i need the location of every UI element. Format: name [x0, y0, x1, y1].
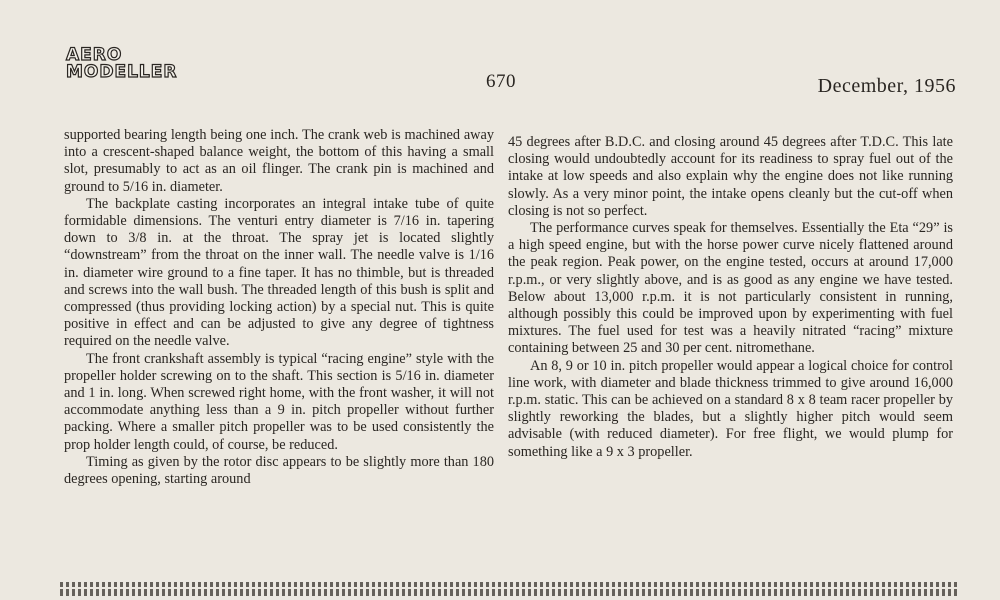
logo-line-aero: AERO — [66, 45, 123, 65]
page-number: 670 — [486, 71, 516, 92]
right-column — [508, 134, 953, 461]
paragraph: An 8, 9 or 10 in. pitch propeller would appear a logical choice for control line work, with diameter and blade thickness trimmed to give around 16,000 r.p.m. static. This can be achieved on a standard 8 x 8 team racer propeller by slightly reworking the blades, but a slightly higher pitch would seem advisable (with reduced diameter). For free flight, we would plump for something like a 9 x 3 propeller. — [508, 357, 953, 460]
paragraph: 45 degrees after B.D.C. and closing around 45 degrees after T.D.C. This late closing would undoubtedly account for its readiness to spray fuel out of the intake at low speeds and also explain why the engine does not like running slowly. As a very minor point, the intake opens cleanly but the cut-off when closing is not so perfect. — [508, 134, 953, 219]
paragraph: The performance curves speak for themselves. Essentially the Eta “29” is a high speed engine, but with the horse power curve nicely flattened around the peak region. Peak power, on the engine tested, occurs at around 17,000 r.p.m., or very slightly above, and is as good as any engine we have tested. Below about 13,000 r.p.m. it is not particularly consistent in running, although possibly this could be improved upon by experimenting with fuel mixtures. The fuel used for test was a heavily nitrated “racing” mixture containing between 25 and 30 per cent. nitromethane. — [508, 220, 953, 357]
paragraph: Timing as given by the rotor disc appears to be slightly more than 180 degrees opening, starting around — [64, 453, 494, 488]
paragraph: supported bearing length being one inch. The crank web is machined away into a crescent-shaped balance weight, the bottom of this having a small slot, presumably to act as an oil flinger. The crank pin is machined and ground to 5/16 in. diameter. — [64, 127, 494, 195]
left-column — [64, 127, 494, 488]
logo-line-modeller: MODELLER — [66, 62, 178, 82]
paragraph: The front crankshaft assembly is typical “racing engine” style with the propeller holder screwing on to the shaft. This section is 5/16 in. diameter and 1 in. long. When screwed right home, with the front washer, it will not accommodate anything less than a 9 in. pitch propeller without further packing. Where a smaller pitch propeller was to be used consistently the prop holder length could, of course, be reduced. — [64, 350, 494, 453]
paragraph: The backplate casting incorporates an integral intake tube of quite formidable dimensions. The venturi entry diameter is 7/16 in. tapering down to 3/8 in. at the throat. The spray jet is located slightly “downstream” from the throat on the inner wall. The needle valve is 1/16 in. diameter wire ground to a fine taper. It has no thimble, but is threaded and screws into the wall bush. The threaded length of this bush is split and compressed (thus providing locking action) by a special nut. This is quite positive in effect and can be adjusted to give any degree of tightness required on the needle valve. — [64, 195, 494, 350]
issue-date: December, 1956 — [817, 75, 956, 97]
aeromodeller-logo — [66, 47, 192, 87]
decorative-border-rule — [60, 582, 960, 596]
